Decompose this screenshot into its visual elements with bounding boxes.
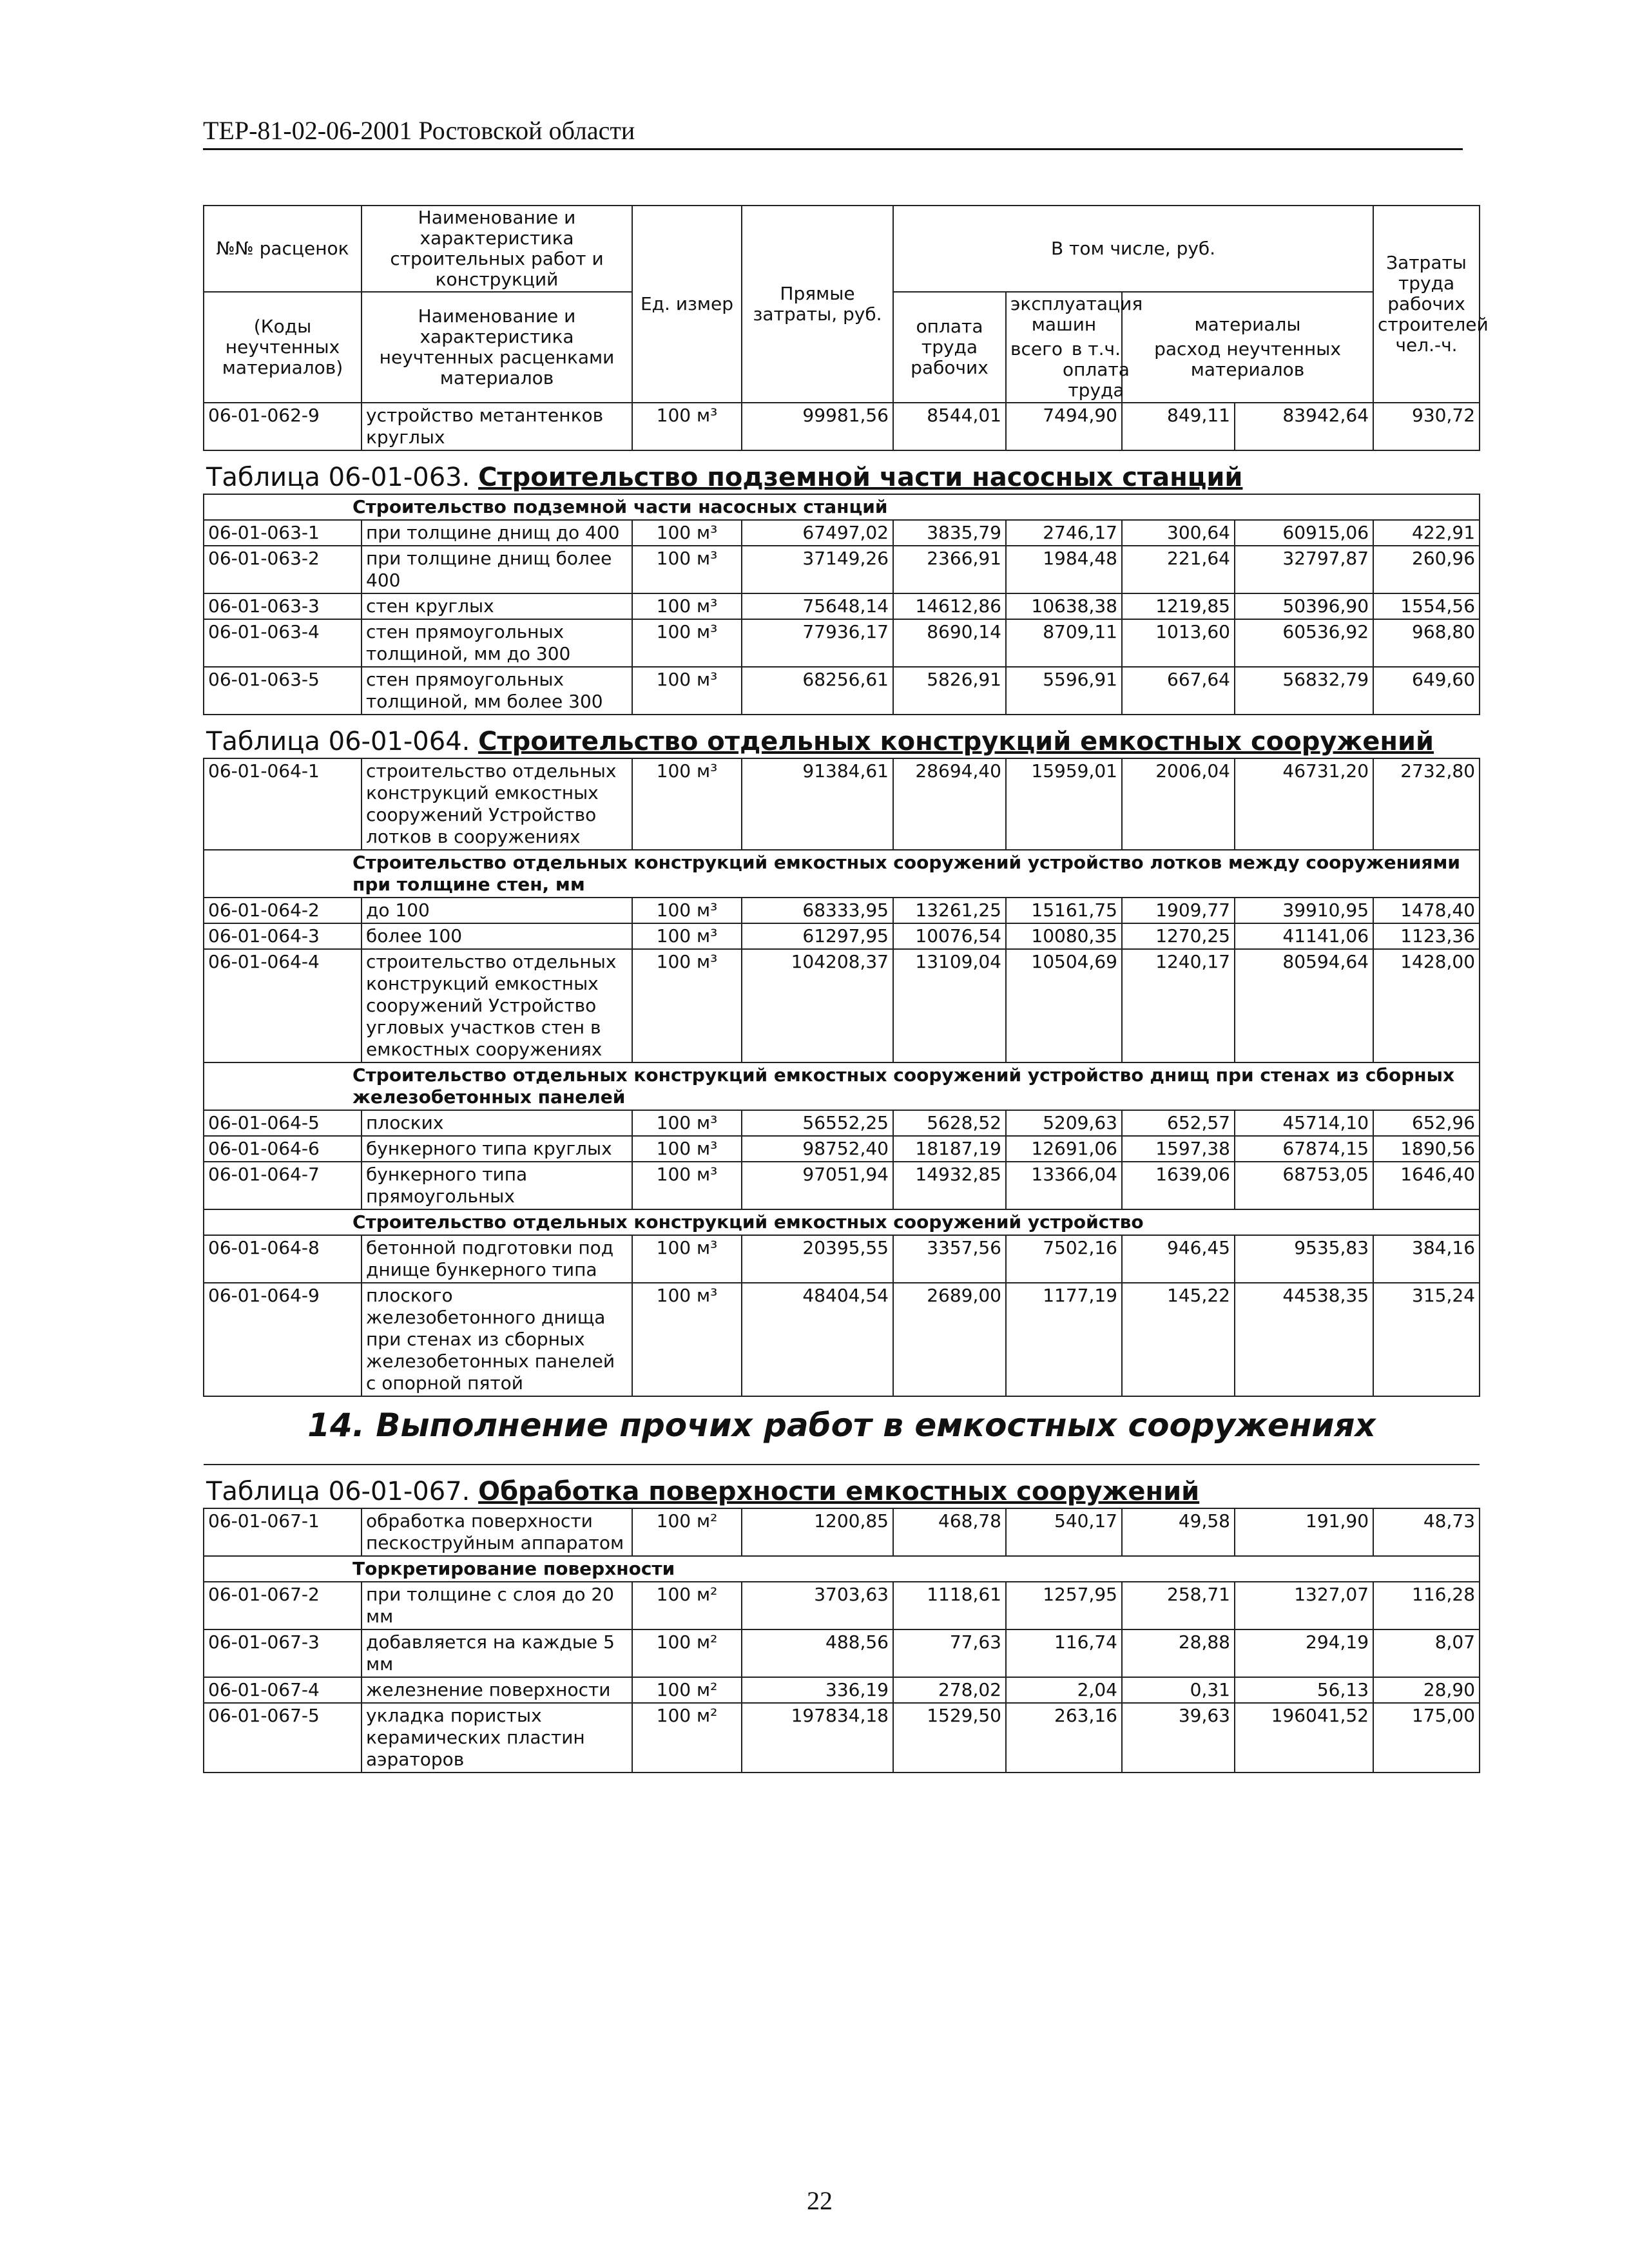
machines-total-cell: 5596,91: [1006, 667, 1122, 715]
machines-labor-cell: 1597,38: [1122, 1136, 1235, 1162]
rate-code: 06-01-063-1: [204, 520, 362, 546]
machines-total-cell: 7502,16: [1006, 1235, 1122, 1283]
materials-cell: 60915,06: [1235, 520, 1373, 546]
labor-hours-cell: 8,07: [1373, 1629, 1480, 1677]
labor-pay-cell: 3835,79: [893, 520, 1006, 546]
labor-pay-cell: 14612,86: [893, 593, 1006, 619]
rate-name: до 100: [362, 898, 632, 923]
machines-labor-cell: 1240,17: [1122, 949, 1235, 1062]
unit-cell: 100 м³: [632, 1283, 742, 1396]
table-body: [204, 206, 1489, 1773]
machines-total-cell: 2,04: [1006, 1677, 1122, 1703]
labor-pay-cell: 18187,19: [893, 1136, 1006, 1162]
labor-hours-cell: 1428,00: [1373, 949, 1480, 1062]
header-row-1: [204, 206, 1480, 292]
page-number: 22: [807, 2186, 833, 2215]
direct-cost-cell: 1200,85: [742, 1508, 893, 1556]
subheading: Строительство отдельных конструкций емкостных сооружений устройство лотков между сооружениями при толщине стен, мм: [204, 850, 1480, 898]
rate-code: 06-01-067-2: [204, 1582, 362, 1629]
code-column-subheader: (Коды неучтенных материалов): [204, 292, 362, 403]
table-title-name: Строительство отдельных конструкций емкостных сооружений: [478, 727, 1434, 756]
labor-hours-cell: 384,16: [1373, 1235, 1480, 1283]
rate-code: 06-01-067-5: [204, 1703, 362, 1773]
unit-cell: 100 м³: [632, 898, 742, 923]
direct-cost-cell: 75648,14: [742, 593, 893, 619]
materials-column-header: [1122, 292, 1373, 403]
machines-labor-cell: 2006,04: [1122, 758, 1235, 850]
rate-code: 06-01-064-5: [204, 1110, 362, 1136]
labor-cost-column-header: Затраты труда рабочих строителей чел.-ч.: [1373, 206, 1480, 403]
rate-code: 06-01-064-4: [204, 949, 362, 1062]
table-row: [204, 1677, 1480, 1703]
direct-cost-column-header: Прямые затраты, руб.: [742, 206, 893, 403]
machines-total-cell: 12691,06: [1006, 1136, 1122, 1162]
machines-labor-cell: 1270,25: [1122, 923, 1235, 949]
direct-cost-cell: 68333,95: [742, 898, 893, 923]
materials-cell: 32797,87: [1235, 546, 1373, 593]
unit-cell: 100 м³: [632, 593, 742, 619]
rate-name: укладка пористых керамических пластин аэраторов: [362, 1703, 632, 1773]
machines-total-cell: 540,17: [1006, 1508, 1122, 1556]
machines-labor-cell: 652,57: [1122, 1110, 1235, 1136]
labor-pay-cell: 13109,04: [893, 949, 1006, 1062]
rate-name: при толщине днищ более 400: [362, 546, 632, 593]
labor-pay-cell: 10076,54: [893, 923, 1006, 949]
table-title-prefix: Таблица 06-01-067.: [206, 1477, 479, 1506]
direct-cost-cell: 56552,25: [742, 1110, 893, 1136]
rate-code: 06-01-064-8: [204, 1235, 362, 1283]
machines-labor-cell: 258,71: [1122, 1582, 1235, 1629]
machines-labor-cell: 300,64: [1122, 520, 1235, 546]
table-row: [204, 1629, 1480, 1677]
machines-total-cell: 1257,95: [1006, 1582, 1122, 1629]
rate-code: 06-01-063-5: [204, 667, 362, 715]
direct-cost-cell: 61297,95: [742, 923, 893, 949]
machines-total-cell: 10504,69: [1006, 949, 1122, 1062]
machines-total-cell: 13366,04: [1006, 1162, 1122, 1209]
labor-pay-column-header: оплата труда рабочих: [893, 292, 1006, 403]
rate-code: 06-01-063-4: [204, 619, 362, 667]
labor-hours-cell: 175,00: [1373, 1703, 1480, 1773]
labor-hours-cell: 1646,40: [1373, 1162, 1480, 1209]
rate-name: добавляется на каждые 5 мм: [362, 1629, 632, 1677]
rate-code: 06-01-067-3: [204, 1629, 362, 1677]
subheading: Строительство отдельных конструкций емкостных сооружений устройство днищ при стенах из сборных железобетонных панелей: [204, 1062, 1480, 1110]
machines-labor-cell: 221,64: [1122, 546, 1235, 593]
machines-total-cell: 10080,35: [1006, 923, 1122, 949]
labor-pay-cell: 14932,85: [893, 1162, 1006, 1209]
labor-hours-cell: 28,90: [1373, 1677, 1480, 1703]
machines-labor-cell: 1013,60: [1122, 619, 1235, 667]
table-row: [204, 593, 1480, 619]
materials-cell: 191,90: [1235, 1508, 1373, 1556]
rate-code: 06-01-062-9: [204, 403, 362, 450]
materials-cell: 9535,83: [1235, 1235, 1373, 1283]
table-title: [204, 1465, 1480, 1508]
unit-cell: 100 м²: [632, 1703, 742, 1773]
direct-cost-cell: 488,56: [742, 1629, 893, 1677]
machines-total-cell: 15959,01: [1006, 758, 1122, 850]
unit-cell: 100 м²: [632, 1508, 742, 1556]
labor-hours-cell: 260,96: [1373, 546, 1480, 593]
machines-labor-cell: 1909,77: [1122, 898, 1235, 923]
table-row: [204, 898, 1480, 923]
unit-cell: 100 м³: [632, 758, 742, 850]
rate-name: при толщине с слоя до 20 мм: [362, 1582, 632, 1629]
direct-cost-cell: 68256,61: [742, 667, 893, 715]
unit-cell: 100 м²: [632, 1629, 742, 1677]
rate-code: 06-01-067-4: [204, 1677, 362, 1703]
materials-cell: 1327,07: [1235, 1582, 1373, 1629]
machines-labor-cell: 0,31: [1122, 1677, 1235, 1703]
materials-cell: 41141,06: [1235, 923, 1373, 949]
labor-hours-cell: 1554,56: [1373, 593, 1480, 619]
materials-cell: 67874,15: [1235, 1136, 1373, 1162]
labor-pay-cell: 8690,14: [893, 619, 1006, 667]
labor-pay-cell: 2366,91: [893, 546, 1006, 593]
direct-cost-cell: 336,19: [742, 1677, 893, 1703]
machines-labor-cell: 667,64: [1122, 667, 1235, 715]
machines-column-header: [1006, 292, 1143, 403]
code-column-header: №№ расценок: [204, 206, 362, 292]
materials-cell: 56,13: [1235, 1677, 1373, 1703]
labor-hours-cell: 315,24: [1373, 1283, 1480, 1396]
table-title-prefix: Таблица 06-01-064.: [206, 727, 479, 756]
labor-pay-cell: 468,78: [893, 1508, 1006, 1556]
table-row: [204, 1235, 1480, 1283]
machines-labor-cell: 1639,06: [1122, 1162, 1235, 1209]
unit-column-header: Ед. измер: [632, 206, 742, 403]
machines-total-label: всего: [1010, 338, 1063, 360]
materials-cell: 60536,92: [1235, 619, 1373, 667]
table-title-name: Обработка поверхности емкостных сооружений: [478, 1477, 1200, 1506]
materials-cell: 44538,35: [1235, 1283, 1373, 1396]
machines-total-cell: 2746,17: [1006, 520, 1122, 546]
rate-name: стен прямоугольных толщиной, мм более 300: [362, 667, 632, 715]
running-header: ТЕР-81-02-06-2001 Ростовской области: [203, 116, 1463, 150]
rate-code: 06-01-064-1: [204, 758, 362, 850]
rate-code: 06-01-064-3: [204, 923, 362, 949]
rate-code: 06-01-063-3: [204, 593, 362, 619]
machines-total-cell: 263,16: [1006, 1703, 1122, 1773]
section-heading-row: [204, 1396, 1480, 1465]
unit-cell: 100 м³: [632, 619, 742, 667]
rate-code: 06-01-064-9: [204, 1283, 362, 1396]
materials-cell: 56832,79: [1235, 667, 1373, 715]
machines-total-cell: 1984,48: [1006, 546, 1122, 593]
machines-labor-cell: 849,11: [1122, 403, 1235, 450]
unit-cell: 100 м³: [632, 546, 742, 593]
materials-cell: 46731,20: [1235, 758, 1373, 850]
rate-code: 06-01-063-2: [204, 546, 362, 593]
labor-pay-cell: 77,63: [893, 1629, 1006, 1677]
unit-cell: 100 м³: [632, 520, 742, 546]
name-column-subheader: Наименование и характеристика неучтенных расценками материалов: [362, 292, 632, 403]
unit-cell: 100 м³: [632, 1162, 742, 1209]
materials-cell: 39910,95: [1235, 898, 1373, 923]
table-title-row: [204, 715, 1480, 758]
rate-name: строительство отдельных конструкций емкостных сооружений Устройство лотков в сооружениях: [362, 758, 632, 850]
machines-labor-cell: 145,22: [1122, 1283, 1235, 1396]
table-row: [204, 1508, 1480, 1556]
subheading-row: [204, 1556, 1480, 1582]
labor-pay-cell: 28694,40: [893, 758, 1006, 850]
rate-name: более 100: [362, 923, 632, 949]
table-row: [204, 1283, 1480, 1396]
machines-labor-cell: 49,58: [1122, 1508, 1235, 1556]
unit-cell: 100 м³: [632, 1110, 742, 1136]
machines-total-cell: 8709,11: [1006, 619, 1122, 667]
direct-cost-cell: 104208,37: [742, 949, 893, 1062]
direct-cost-cell: 99981,56: [742, 403, 893, 450]
labor-hours-cell: 48,73: [1373, 1508, 1480, 1556]
rate-code: 06-01-064-6: [204, 1136, 362, 1162]
machines-labor-label: в т.ч. оплата труда: [1062, 338, 1130, 401]
labor-pay-cell: 8544,01: [893, 403, 1006, 450]
rate-code: 06-01-067-1: [204, 1508, 362, 1556]
direct-cost-cell: 3703,63: [742, 1582, 893, 1629]
rate-name: бункерного типа прямоугольных: [362, 1162, 632, 1209]
labor-pay-cell: 13261,25: [893, 898, 1006, 923]
materials-cell: 50396,90: [1235, 593, 1373, 619]
unit-cell: 100 м³: [632, 923, 742, 949]
rate-code: 06-01-064-7: [204, 1162, 362, 1209]
materials-cell: 83942,64: [1235, 403, 1373, 450]
machines-total-cell: 10638,38: [1006, 593, 1122, 619]
labor-pay-cell: 1118,61: [893, 1582, 1006, 1629]
direct-cost-cell: 197834,18: [742, 1703, 893, 1773]
labor-hours-cell: 1123,36: [1373, 923, 1480, 949]
labor-pay-cell: 5826,91: [893, 667, 1006, 715]
labor-pay-cell: 278,02: [893, 1677, 1006, 1703]
rate-name: стен прямоугольных толщиной, мм до 300: [362, 619, 632, 667]
machines-total-cell: 5209,63: [1006, 1110, 1122, 1136]
direct-cost-cell: 20395,55: [742, 1235, 893, 1283]
rate-name: бетонной подготовки под днище бункерного типа: [362, 1235, 632, 1283]
unit-cell: 100 м²: [632, 1582, 742, 1629]
table-row: [204, 949, 1480, 1062]
materials-cell: 80594,64: [1235, 949, 1373, 1062]
labor-hours-cell: 116,28: [1373, 1582, 1480, 1629]
machines-labor-cell: 1219,85: [1122, 593, 1235, 619]
rate-name: устройство метантенков круглых: [362, 403, 632, 450]
unit-cell: 100 м³: [632, 667, 742, 715]
machines-labor-cell: 28,88: [1122, 1629, 1235, 1677]
table-row: [204, 546, 1480, 593]
direct-cost-cell: 77936,17: [742, 619, 893, 667]
table-row: [204, 1162, 1480, 1209]
table-row: [204, 619, 1480, 667]
rate-name: железнение поверхности: [362, 1677, 632, 1703]
rates-table: [203, 205, 1489, 1773]
table-row: [204, 923, 1480, 949]
direct-cost-cell: 97051,94: [742, 1162, 893, 1209]
name-column-header: Наименование и характеристика строительных работ и конструкций: [362, 206, 632, 292]
labor-hours-cell: 930,72: [1373, 403, 1480, 450]
rate-name: плоских: [362, 1110, 632, 1136]
rate-name: строительство отдельных конструкций емкостных сооружений Устройство угловых участков стен в емкостных сооружениях: [362, 949, 632, 1062]
machines-labor-cell: 39,63: [1122, 1703, 1235, 1773]
labor-hours-cell: 422,91: [1373, 520, 1480, 546]
machines-total-cell: 1177,19: [1006, 1283, 1122, 1396]
labor-hours-cell: 1890,56: [1373, 1136, 1480, 1162]
materials-label: материалы: [1194, 314, 1301, 335]
unit-cell: 100 м³: [632, 1136, 742, 1162]
table-title-name: Строительство подземной части насосных станций: [478, 463, 1243, 492]
rate-name: бункерного типа круглых: [362, 1136, 632, 1162]
materials-sub-label: расход неучтенных материалов: [1154, 338, 1341, 380]
subheading-row: [204, 1062, 1480, 1110]
machines-total-cell: 15161,75: [1006, 898, 1122, 923]
labor-hours-cell: 2732,80: [1373, 758, 1480, 850]
labor-pay-cell: 1529,50: [893, 1703, 1006, 1773]
labor-pay-cell: 5628,52: [893, 1110, 1006, 1136]
table-row: [204, 667, 1480, 715]
subheading: Строительство отдельных конструкций емкостных сооружений устройство: [204, 1209, 1480, 1235]
rate-name: обработка поверхности пескоструйным аппаратом: [362, 1508, 632, 1556]
materials-cell: 45714,10: [1235, 1110, 1373, 1136]
table-row: [204, 403, 1480, 450]
table-row: [204, 1136, 1480, 1162]
table-row: [204, 1582, 1480, 1629]
direct-cost-cell: 48404,54: [742, 1283, 893, 1396]
including-header: В том числе, руб.: [893, 206, 1373, 292]
table-title-prefix: Таблица 06-01-063.: [206, 463, 479, 492]
subheading: Торкретирование поверхности: [204, 1556, 1480, 1582]
direct-cost-cell: 91384,61: [742, 758, 893, 850]
direct-cost-cell: 98752,40: [742, 1136, 893, 1162]
machines-labor-cell: 946,45: [1122, 1235, 1235, 1283]
labor-hours-cell: 652,96: [1373, 1110, 1480, 1136]
table-title: [204, 715, 1480, 758]
rate-name: при толщине днищ до 400: [362, 520, 632, 546]
labor-hours-cell: 649,60: [1373, 667, 1480, 715]
rate-code: 06-01-064-2: [204, 898, 362, 923]
machines-total-cell: 116,74: [1006, 1629, 1122, 1677]
section-heading: 14. Выполнение прочих работ в емкостных сооружениях: [204, 1396, 1480, 1465]
table-title: [204, 450, 1480, 494]
subheading-row: [204, 850, 1480, 898]
table-row: [204, 1703, 1480, 1773]
unit-cell: 100 м³: [632, 403, 742, 450]
materials-cell: 68753,05: [1235, 1162, 1373, 1209]
labor-hours-cell: 968,80: [1373, 619, 1480, 667]
direct-cost-cell: 37149,26: [742, 546, 893, 593]
materials-cell: 196041,52: [1235, 1703, 1373, 1773]
machines-label: эксплуатация машин: [1010, 293, 1143, 335]
subheading-row: [204, 1209, 1480, 1235]
labor-hours-cell: 1478,40: [1373, 898, 1480, 923]
unit-cell: 100 м³: [632, 949, 742, 1062]
subheading-row: [204, 494, 1480, 520]
direct-cost-cell: 67497,02: [742, 520, 893, 546]
table-title-row: [204, 450, 1480, 494]
unit-cell: 100 м³: [632, 1235, 742, 1283]
table-title-row: [204, 1465, 1480, 1508]
labor-pay-cell: 2689,00: [893, 1283, 1006, 1396]
table-row: [204, 520, 1480, 546]
materials-cell: 294,19: [1235, 1629, 1373, 1677]
subheading: Строительство подземной части насосных станций: [204, 494, 1480, 520]
rate-name: плоского железобетонного днища при стенах из сборных железобетонных панелей с опорной пятой: [362, 1283, 632, 1396]
labor-pay-cell: 3357,56: [893, 1235, 1006, 1283]
table-row: [204, 1110, 1480, 1136]
rate-name: стен круглых: [362, 593, 632, 619]
table-row: [204, 758, 1480, 850]
unit-cell: 100 м²: [632, 1677, 742, 1703]
machines-total-cell: 7494,90: [1006, 403, 1122, 450]
